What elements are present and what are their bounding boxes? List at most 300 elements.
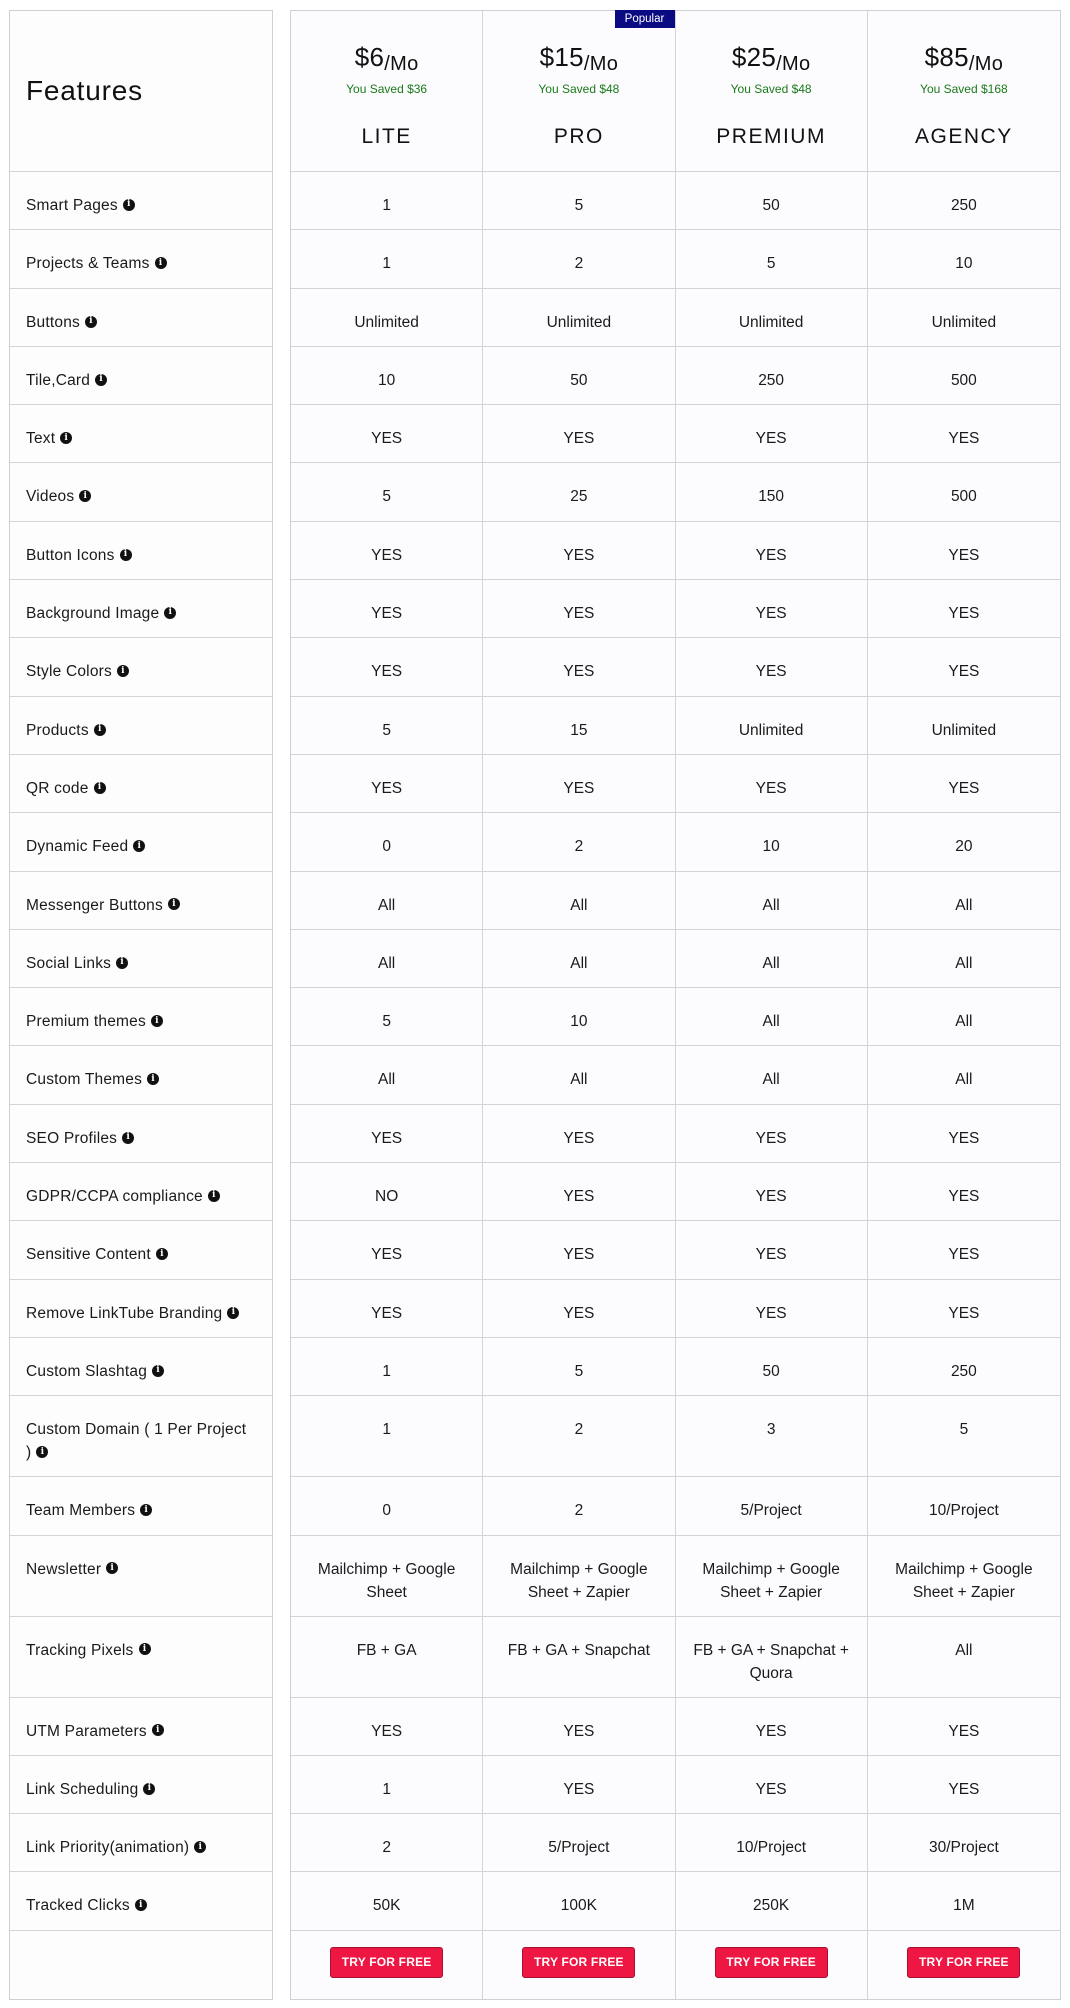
feature-label: Tile,Card [26, 371, 91, 389]
plan-value-cell: YES [483, 1756, 675, 1813]
plan-value-cell: 5 [291, 463, 483, 520]
plan-name: PREMIUM [716, 125, 826, 148]
plan-price [497, 41, 660, 76]
plan-value-cell: 1 [291, 172, 483, 229]
feature-label-cell [10, 1536, 272, 1616]
plan-values-row [291, 230, 1060, 288]
plan-value-cell: 2 [483, 813, 675, 870]
info-icon[interactable]: i [194, 1841, 206, 1853]
info-icon[interactable]: i [85, 316, 97, 328]
info-icon[interactable]: i [116, 957, 128, 969]
feature-label-cell [10, 1105, 272, 1162]
feature-label: UTM Parameters [26, 1722, 147, 1740]
plan-value-cell: YES [291, 580, 483, 637]
feature-label: Text [26, 430, 56, 448]
plan-value-cell: 2 [483, 1477, 675, 1534]
plan-value-cell: YES [948, 663, 980, 681]
plan-value-cell: All [955, 954, 973, 972]
plan-value-cell: 2 [483, 230, 675, 287]
feature-row [10, 172, 272, 230]
plan-values-row [291, 755, 1060, 813]
plan-value-cell: 30/Project [928, 1839, 999, 1857]
plan-value-cell: YES [483, 1105, 675, 1162]
feature-label-cell [10, 289, 272, 346]
feature-label: Projects & Teams [26, 255, 150, 273]
info-icon[interactable]: i [60, 432, 72, 444]
plan-value-cell: YES [676, 405, 868, 462]
plan-values-row [291, 1221, 1060, 1279]
feature-label: Button Icons [26, 546, 115, 564]
plan-value-cell: YES [676, 522, 868, 579]
plan-value-cell: 5 [676, 230, 868, 287]
try-for-free-button-lite[interactable]: TRY FOR FREE [330, 1947, 443, 1978]
info-icon[interactable]: i [139, 1643, 151, 1655]
plan-value-cell: All [483, 930, 675, 987]
plan-value-cell: YES [291, 1105, 483, 1162]
plan-value-cell: 5 [291, 697, 483, 754]
plan-value-cell: All [483, 1046, 675, 1103]
feature-label-cell [10, 347, 272, 404]
features-footer-row [10, 1931, 272, 1999]
feature-label-cell [10, 1617, 272, 1697]
plan-value-cell: Mailchimp + Google Sheet [291, 1536, 483, 1616]
plan-value-cell: Mailchimp + Google Sheet + Zapier [895, 1560, 1033, 1601]
plan-value-cell: YES [676, 638, 868, 695]
plan-value-cell: YES [291, 1221, 483, 1278]
info-icon[interactable]: i [120, 549, 132, 561]
plan-value-cell: 5 [483, 1338, 675, 1395]
plan-value-cell: Unlimited [931, 313, 997, 331]
plan-value-cell: Unlimited [676, 697, 868, 754]
features-column [9, 10, 273, 2000]
plan-value-cell: NO [291, 1163, 483, 1220]
savings-text: You Saved $48 [538, 82, 620, 96]
feature-row [10, 638, 272, 696]
plan-value-cell: YES [291, 1280, 483, 1337]
feature-row [10, 872, 272, 930]
plan-value-cell: Unlimited [483, 289, 675, 346]
plan-value-cell: 5 [291, 988, 483, 1045]
plan-values-row [291, 1698, 1060, 1756]
feature-row [10, 1105, 272, 1163]
plan-value-cell: FB + GA + Snapchat [483, 1617, 675, 1697]
plan-value-cell: 50K [291, 1872, 483, 1929]
plan-value-cell: 10/Project [928, 1502, 999, 1520]
plan-value-cell: Unlimited [676, 289, 868, 346]
feature-label-cell [10, 697, 272, 754]
feature-label: Remove LinkTube Branding [26, 1304, 223, 1322]
plan-value-cell: FB + GA [291, 1617, 483, 1697]
feature-label: Team Members [26, 1502, 136, 1520]
plan-value-cell: 250 [676, 347, 868, 404]
plan-value-cell: YES [483, 580, 675, 637]
feature-label: Premium themes [26, 1013, 146, 1031]
plan-values-row [291, 1280, 1060, 1338]
plan-value-cell: YES [483, 755, 675, 812]
plan-value-cell: 10 [676, 813, 868, 870]
plan-value-cell: 5/Project [676, 1477, 868, 1534]
info-icon[interactable]: i [36, 1446, 48, 1458]
feature-row [10, 1163, 272, 1221]
plan-value-cell: 0 [291, 813, 483, 870]
feature-row [10, 988, 272, 1046]
plan-values-row [291, 1396, 1060, 1477]
feature-label-cell [10, 522, 272, 579]
feature-label: QR code [26, 779, 89, 797]
feature-label: SEO Profiles [26, 1129, 118, 1147]
plan-value-cell: YES [676, 1756, 868, 1813]
plan-value-cell: YES [291, 405, 483, 462]
feature-label-cell [10, 405, 272, 462]
plan-value-cell: YES [483, 1698, 675, 1755]
plan-value-cell: 1 [291, 1396, 483, 1476]
feature-row [10, 463, 272, 521]
try-for-free-button-premium[interactable]: TRY FOR FREE [715, 1947, 828, 1978]
plan-value-cell: YES [483, 522, 675, 579]
feature-label: Link Priority(animation) [26, 1839, 190, 1857]
plan-values-row [291, 813, 1060, 871]
feature-row [10, 930, 272, 988]
plan-values-row [291, 172, 1060, 230]
plan-header-premium [676, 11, 868, 171]
plan-values-row [291, 1536, 1060, 1617]
plan-value-cell: YES [948, 605, 980, 623]
plan-value-cell: All [676, 988, 868, 1045]
plan-value-cell: 100K [483, 1872, 675, 1929]
feature-row [10, 1221, 272, 1279]
plan-value-cell: YES [948, 1246, 980, 1264]
info-icon[interactable]: i [147, 1073, 159, 1085]
feature-label: Tracked Clicks [26, 1897, 130, 1915]
cta-cell [676, 1931, 868, 1999]
plan-values-row [291, 1105, 1060, 1163]
info-icon[interactable]: i [106, 1562, 118, 1574]
feature-row [10, 755, 272, 813]
cta-cell [291, 1931, 483, 1999]
feature-row [10, 289, 272, 347]
plan-value-cell: YES [291, 638, 483, 695]
feature-row [10, 1477, 272, 1535]
feature-label: Videos [26, 488, 75, 506]
info-icon[interactable]: i [140, 1504, 152, 1516]
plan-value-cell: Unlimited [931, 721, 997, 739]
plan-value-cell: 10/Project [676, 1814, 868, 1871]
plan-value-cell: YES [676, 1105, 868, 1162]
info-icon[interactable]: i [79, 490, 91, 502]
plan-name: LITE [361, 125, 412, 148]
feature-row [10, 1814, 272, 1872]
price-period: /Mo [968, 53, 1004, 75]
feature-label-cell [10, 1396, 272, 1476]
feature-row [10, 1338, 272, 1396]
info-icon[interactable]: i [122, 1132, 134, 1144]
feature-label-cell [10, 638, 272, 695]
feature-label-cell [10, 1477, 272, 1534]
plan-name: PRO [553, 125, 604, 148]
feature-label: Style Colors [26, 663, 112, 681]
plan-value-cell: YES [291, 522, 483, 579]
feature-row [10, 697, 272, 755]
plan-value-cell: YES [291, 755, 483, 812]
price-amount: $15 [539, 42, 584, 72]
try-for-free-button-agency[interactable]: TRY FOR FREE [907, 1947, 1020, 1978]
plan-price [690, 41, 853, 76]
feature-label-cell [10, 172, 272, 229]
feature-label-cell [10, 1163, 272, 1220]
feature-label-cell [10, 755, 272, 812]
plan-value-cell: 25 [483, 463, 675, 520]
plan-values-row [291, 289, 1060, 347]
feature-label-cell [10, 580, 272, 637]
feature-label-cell [10, 1756, 272, 1813]
plan-value-cell: YES [676, 1698, 868, 1755]
feature-row [10, 1698, 272, 1756]
plan-value-cell: YES [676, 1221, 868, 1278]
feature-label-cell [10, 463, 272, 520]
feature-label-cell [10, 1280, 272, 1337]
feature-row [10, 1396, 272, 1477]
plan-values-row [291, 1872, 1060, 1930]
plan-value-cell: 5 [483, 172, 675, 229]
plan-value-cell: YES [483, 1280, 675, 1337]
plan-value-cell: 2 [483, 1396, 675, 1476]
feature-label-cell [10, 1046, 272, 1103]
feature-label-cell [10, 813, 272, 870]
plan-values-row [291, 1814, 1060, 1872]
feature-label-cell [10, 1872, 272, 1929]
feature-label: Newsletter [26, 1560, 102, 1578]
feature-label: Link Scheduling [26, 1780, 139, 1798]
plan-values-row [291, 522, 1060, 580]
info-icon[interactable]: i [117, 665, 129, 677]
plan-values-row [291, 988, 1060, 1046]
info-icon[interactable]: i [94, 782, 106, 794]
plan-values-row [291, 1046, 1060, 1104]
plan-value-cell: 10 [955, 255, 973, 273]
plan-value-cell: 10 [291, 347, 483, 404]
plan-value-cell: 150 [676, 463, 868, 520]
plan-values-row [291, 1477, 1060, 1535]
plan-value-cell: All [676, 930, 868, 987]
feature-row [10, 580, 272, 638]
feature-label: Sensitive Content [26, 1246, 151, 1264]
plan-name: AGENCY [915, 125, 1013, 148]
plan-value-cell: 20 [955, 838, 973, 856]
cta-row [291, 1931, 1060, 1999]
feature-label: Custom Themes [26, 1071, 143, 1089]
info-icon[interactable]: i [95, 374, 107, 386]
plan-value-cell: YES [948, 779, 980, 797]
plan-value-cell: YES [483, 1221, 675, 1278]
cta-cell [868, 1931, 1060, 1999]
info-icon[interactable]: i [123, 199, 135, 211]
plan-value-cell: YES [483, 638, 675, 695]
price-amount: $85 [924, 42, 969, 72]
plan-value-cell: FB + GA + Snapchat + Quora [676, 1617, 868, 1697]
feature-label: Background Image [26, 605, 160, 623]
plan-value-cell: All [676, 872, 868, 929]
plan-value-cell: YES [676, 755, 868, 812]
feature-row [10, 1536, 272, 1617]
plan-value-cell: YES [948, 430, 980, 448]
plan-value-cell: All [955, 1013, 973, 1031]
feature-label-cell [10, 230, 272, 287]
plan-value-cell: 15 [483, 697, 675, 754]
plan-values-row [291, 580, 1060, 638]
info-icon[interactable]: i [152, 1724, 164, 1736]
plan-value-cell: All [955, 1641, 973, 1659]
feature-label-cell [10, 1814, 272, 1871]
price-amount: $25 [731, 42, 777, 72]
plan-price [882, 41, 1046, 76]
plan-values-row [291, 1756, 1060, 1814]
savings-text: You Saved $36 [346, 82, 428, 96]
plan-value-cell: 10 [483, 988, 675, 1045]
plan-value-cell: All [291, 930, 483, 987]
plan-values-row [291, 697, 1060, 755]
feature-row [10, 347, 272, 405]
plan-value-cell: 1 [291, 1338, 483, 1395]
plan-values-row [291, 405, 1060, 463]
plan-value-cell: 0 [291, 1477, 483, 1534]
plan-value-cell: Mailchimp + Google Sheet + Zapier [483, 1536, 675, 1616]
plan-value-cell: 250 [950, 197, 977, 214]
try-for-free-button-pro[interactable]: TRY FOR FREE [522, 1947, 635, 1978]
plan-value-cell: YES [483, 405, 675, 462]
info-icon[interactable]: i [133, 840, 145, 852]
feature-row [10, 405, 272, 463]
info-icon[interactable]: i [208, 1190, 220, 1202]
plan-value-cell: YES [948, 1780, 980, 1798]
plan-value-cell: Mailchimp + Google Sheet + Zapier [676, 1536, 868, 1616]
feature-label-cell [10, 1698, 272, 1755]
info-icon[interactable]: i [155, 257, 167, 269]
feature-label-cell [10, 930, 272, 987]
plans-table [290, 10, 1061, 2000]
plan-value-cell: 5 [959, 1421, 969, 1439]
plan-value-cell: 5/Project [483, 1814, 675, 1871]
savings-text: You Saved $168 [920, 82, 1008, 96]
feature-label: Products [26, 721, 89, 739]
plans-header-row [291, 11, 1060, 172]
plan-value-cell: YES [948, 1129, 980, 1147]
plan-value-cell: 500 [950, 371, 977, 389]
plan-value-cell: YES [676, 580, 868, 637]
features-header-row [10, 11, 272, 172]
plan-value-cell: All [955, 1071, 973, 1089]
feature-label-cell [10, 1338, 272, 1395]
feature-row [10, 1756, 272, 1814]
plan-value-cell: 1 [291, 230, 483, 287]
plan-value-cell: All [291, 872, 483, 929]
plan-value-cell: 3 [676, 1396, 868, 1476]
price-period: /Mo [583, 53, 619, 75]
plan-value-cell: YES [948, 1722, 980, 1740]
plan-values-row [291, 1338, 1060, 1396]
plan-values-row [291, 872, 1060, 930]
feature-label: Smart Pages [26, 197, 118, 214]
plan-value-cell: 500 [950, 488, 977, 506]
plan-price [305, 41, 468, 76]
feature-row [10, 813, 272, 871]
plan-value-cell: YES [948, 1304, 980, 1322]
feature-label: Social Links [26, 954, 112, 972]
feature-label-cell [10, 1221, 272, 1278]
feature-label: Tracking Pixels [26, 1641, 134, 1659]
info-icon[interactable]: i [143, 1783, 155, 1795]
plan-value-cell: YES [676, 1163, 868, 1220]
feature-label: Buttons [26, 313, 80, 331]
feature-row [10, 1872, 272, 1930]
plan-value-cell: YES [948, 546, 980, 564]
popular-badge: Popular [615, 10, 675, 28]
feature-row [10, 522, 272, 580]
plan-values-row [291, 1163, 1060, 1221]
plan-value-cell: All [483, 872, 675, 929]
feature-label-cell [10, 988, 272, 1045]
feature-row [10, 230, 272, 288]
info-icon[interactable]: i [156, 1248, 168, 1260]
plan-value-cell: YES [948, 1188, 980, 1206]
price-amount: $6 [354, 42, 385, 72]
plan-values-row [291, 930, 1060, 988]
plan-value-cell: 50 [483, 347, 675, 404]
plan-value-cell: 2 [291, 1814, 483, 1871]
feature-label: Dynamic Feed [26, 838, 129, 856]
plan-value-cell: Unlimited [291, 289, 483, 346]
info-icon[interactable]: i [227, 1307, 239, 1319]
info-icon[interactable]: i [152, 1365, 164, 1377]
feature-label: Custom Slashtag [26, 1362, 148, 1380]
plan-values-row [291, 463, 1060, 521]
feature-label: Messenger Buttons [26, 896, 163, 914]
plan-values-row [291, 1617, 1060, 1698]
plan-value-cell: All [676, 1046, 868, 1103]
info-icon[interactable]: i [151, 1015, 163, 1027]
feature-row [10, 1617, 272, 1698]
feature-label: Custom Domain ( 1 Per Project ) [26, 1421, 247, 1462]
info-icon[interactable]: i [94, 724, 106, 736]
plan-value-cell: 50 [676, 1338, 868, 1395]
price-period: /Mo [384, 53, 419, 75]
plan-value-cell: 1 [291, 1756, 483, 1813]
plan-values-row [291, 347, 1060, 405]
plan-value-cell: 250 [950, 1362, 977, 1380]
feature-row [10, 1046, 272, 1104]
cta-cell [483, 1931, 675, 1999]
info-icon[interactable]: i [168, 898, 180, 910]
plan-header-lite [291, 11, 483, 171]
plan-value-cell: All [955, 896, 973, 914]
features-heading: Features [26, 75, 143, 106]
plan-value-cell: 250K [676, 1872, 868, 1929]
plan-value-cell: YES [291, 1698, 483, 1755]
plan-value-cell: YES [676, 1280, 868, 1337]
plan-value-cell: YES [483, 1163, 675, 1220]
feature-row [10, 1280, 272, 1338]
info-icon[interactable]: i [164, 607, 176, 619]
plan-value-cell: 1M [953, 1897, 975, 1915]
feature-label-cell [10, 872, 272, 929]
plan-header-agency [868, 11, 1060, 171]
price-period: /Mo [776, 53, 811, 75]
plan-value-cell: 50 [676, 172, 868, 229]
info-icon[interactable]: i [135, 1899, 147, 1911]
plan-header-pro [483, 11, 675, 171]
feature-label: GDPR/CCPA compliance [26, 1188, 203, 1206]
savings-text: You Saved $48 [730, 82, 812, 96]
plan-value-cell: All [291, 1046, 483, 1103]
